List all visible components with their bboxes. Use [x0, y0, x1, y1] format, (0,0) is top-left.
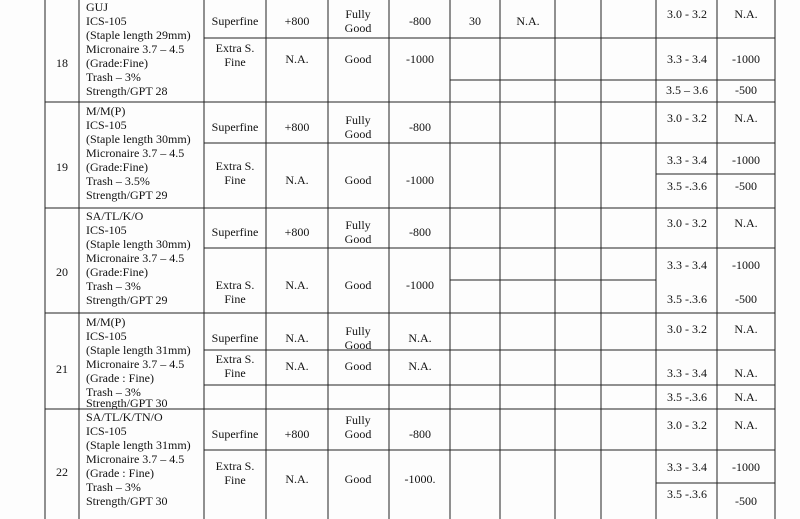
spec-line: (Staple length 31mm) [86, 343, 191, 357]
spec-line: (Grade:Fine) [86, 160, 148, 174]
micronaire-deduction: N.A. [734, 366, 758, 380]
fully-good-line: Good [344, 338, 372, 352]
fully-good-line: Good [344, 427, 372, 441]
good-label: Good [344, 52, 372, 66]
micronaire-deduction: -500 [735, 179, 757, 193]
spec-line: Trash – 3.5% [86, 174, 150, 188]
premium-value: +800 [284, 427, 310, 441]
micronaire-deduction: -1000 [732, 460, 760, 474]
spec-line: (Grade:Fine) [86, 56, 148, 70]
spec-line: (Grade:Fine) [86, 265, 148, 279]
spec-line: M/M(P) [86, 104, 126, 118]
grade-superfine: Superfine [211, 331, 259, 345]
premium-value: N.A. [285, 359, 309, 373]
micronaire-range: 3.5 -.3.6 [667, 390, 707, 404]
premium-value: +800 [284, 225, 310, 239]
spec-line: (Grade : Fine) [86, 371, 154, 385]
micronaire-range: 3.5 -.3.6 [667, 487, 707, 501]
grade-extra-s-fine-line: Fine [224, 173, 246, 187]
micronaire-deduction: -500 [735, 83, 757, 97]
micronaire-deduction: -1000 [732, 258, 760, 272]
discount-value: -1000 [406, 52, 434, 66]
grade-superfine: Superfine [211, 120, 259, 134]
premium-value: N.A. [285, 472, 309, 486]
grade-extra-s-fine-line: Extra S. [215, 352, 255, 366]
spec-line: (Staple length 30mm) [86, 132, 191, 146]
micronaire-range: 3.5 -.3.6 [667, 292, 707, 306]
spec-line: Micronaire 3.7 – 4.5 [86, 357, 185, 371]
grade-superfine: Superfine [211, 427, 259, 441]
spec-line: GUJ [86, 0, 109, 14]
spec-line: Strength/GPT 29 [86, 293, 168, 307]
premium-value: N.A. [285, 331, 309, 345]
spec-line: ICS-105 [86, 223, 127, 237]
grade-extra-s-fine-line: Fine [224, 473, 246, 487]
spec-line: Trash – 3% [86, 279, 141, 293]
spec-line: Micronaire 3.7 – 4.5 [86, 452, 185, 466]
premium-value: +800 [284, 120, 310, 134]
fully-good-line: Fully [345, 218, 371, 232]
fully-good-line: Good [344, 21, 372, 35]
discount-value: -1000 [406, 278, 434, 292]
discount-value: -800 [409, 14, 431, 28]
good-label: Good [344, 359, 372, 373]
spec-line: (Grade : Fine) [86, 466, 154, 480]
fully-good-line: Fully [345, 413, 371, 427]
micronaire-range: 3.3 - 3.4 [667, 366, 707, 380]
spec-line: Micronaire 3.7 – 4.5 [86, 146, 185, 160]
discount-value: N.A. [408, 359, 432, 373]
spec-line: SA/TL/K/TN/O [86, 410, 163, 424]
premium-value: +800 [284, 14, 310, 28]
grade-superfine: Superfine [211, 225, 259, 239]
grade-extra-s-fine-line: Extra S. [215, 278, 255, 292]
micronaire-deduction: N.A. [734, 322, 758, 336]
grade-extra-s-fine-line: Extra S. [215, 159, 255, 173]
micronaire-deduction: N.A. [734, 216, 758, 230]
fully-good-line: Fully [345, 113, 371, 127]
discount-value: -1000. [404, 472, 436, 486]
row-number: 22 [56, 465, 68, 479]
grade-extra-s-fine-line: Fine [224, 55, 246, 69]
grade-extra-s-fine-line: Extra S. [215, 459, 255, 473]
fully-good-line: Fully [345, 7, 371, 21]
micronaire-deduction: N.A. [734, 390, 758, 404]
micronaire-range: 3.0 - 3.2 [667, 111, 707, 125]
micronaire-range: 3.0 - 3.2 [667, 216, 707, 230]
good-label: Good [344, 173, 372, 187]
spec-line: (Staple length 29mm) [86, 28, 191, 42]
micronaire-deduction: N.A. [734, 111, 758, 125]
spec-line: Trash – 3% [86, 70, 141, 84]
discount-value: -1000 [406, 173, 434, 187]
micronaire-deduction: -500 [735, 292, 757, 306]
premium-value: N.A. [285, 52, 309, 66]
value-na: N.A. [516, 14, 540, 28]
fully-good-line: Fully [345, 324, 371, 338]
grade-superfine: Superfine [211, 14, 259, 28]
discount-value: N.A. [408, 331, 432, 345]
micronaire-range: 3.3 - 3.4 [667, 460, 707, 474]
spec-line: Micronaire 3.7 – 4.5 [86, 42, 185, 56]
micronaire-range: 3.0 - 3.2 [667, 418, 707, 432]
micronaire-deduction: -500 [735, 494, 757, 508]
row-number: 20 [56, 265, 68, 279]
spec-line: (Staple length 30mm) [86, 237, 191, 251]
spec-line: ICS-105 [86, 14, 127, 28]
spec-line: ICS-105 [86, 329, 127, 343]
spec-line: M/M(P) [86, 315, 126, 329]
micronaire-range: 3.3 - 3.4 [667, 258, 707, 272]
spec-line: ICS-105 [86, 118, 127, 132]
spec-line: ICS-105 [86, 424, 127, 438]
micronaire-range: 3.0 - 3.2 [667, 322, 707, 336]
micronaire-deduction: -1000 [732, 153, 760, 167]
spec-line: Trash – 3% [86, 480, 141, 494]
fully-good-line: Good [344, 232, 372, 246]
micronaire-deduction: N.A. [734, 7, 758, 21]
premium-value: N.A. [285, 173, 309, 187]
micronaire-range: 3.3 - 3.4 [667, 153, 707, 167]
grade-extra-s-fine-line: Fine [224, 292, 246, 306]
micronaire-range: 3.0 - 3.2 [667, 7, 707, 21]
good-label: Good [344, 472, 372, 486]
row-number: 19 [56, 160, 68, 174]
row-number: 21 [56, 362, 68, 376]
discount-value: -800 [409, 225, 431, 239]
spec-line: (Staple length 31mm) [86, 438, 191, 452]
micronaire-deduction: N.A. [734, 418, 758, 432]
spec-line: Strength/GPT 28 [86, 84, 168, 98]
micronaire-range: 3.3 - 3.4 [667, 52, 707, 66]
discount-value: -800 [409, 120, 431, 134]
good-label: Good [344, 278, 372, 292]
row-number: 18 [56, 56, 68, 70]
spec-line: Micronaire 3.7 – 4.5 [86, 251, 185, 265]
spec-line: Strength/GPT 30 [86, 494, 168, 508]
micronaire-range: 3.5 – 3.6 [666, 83, 708, 97]
spec-line: Strength/GPT 30 [86, 396, 168, 410]
micronaire-range: 3.5 -.3.6 [667, 179, 707, 193]
grade-extra-s-fine-line: Extra S. [215, 41, 255, 55]
spec-line: Strength/GPT 29 [86, 188, 168, 202]
value-30: 30 [469, 14, 481, 28]
spec-line: SA/TL/K/O [86, 209, 144, 223]
premium-value: N.A. [285, 278, 309, 292]
spec-line: Trash – 3% [86, 385, 141, 399]
grade-extra-s-fine-line: Fine [224, 366, 246, 380]
fully-good-line: Good [344, 127, 372, 141]
discount-value: -800 [409, 427, 431, 441]
micronaire-deduction: -1000 [732, 52, 760, 66]
